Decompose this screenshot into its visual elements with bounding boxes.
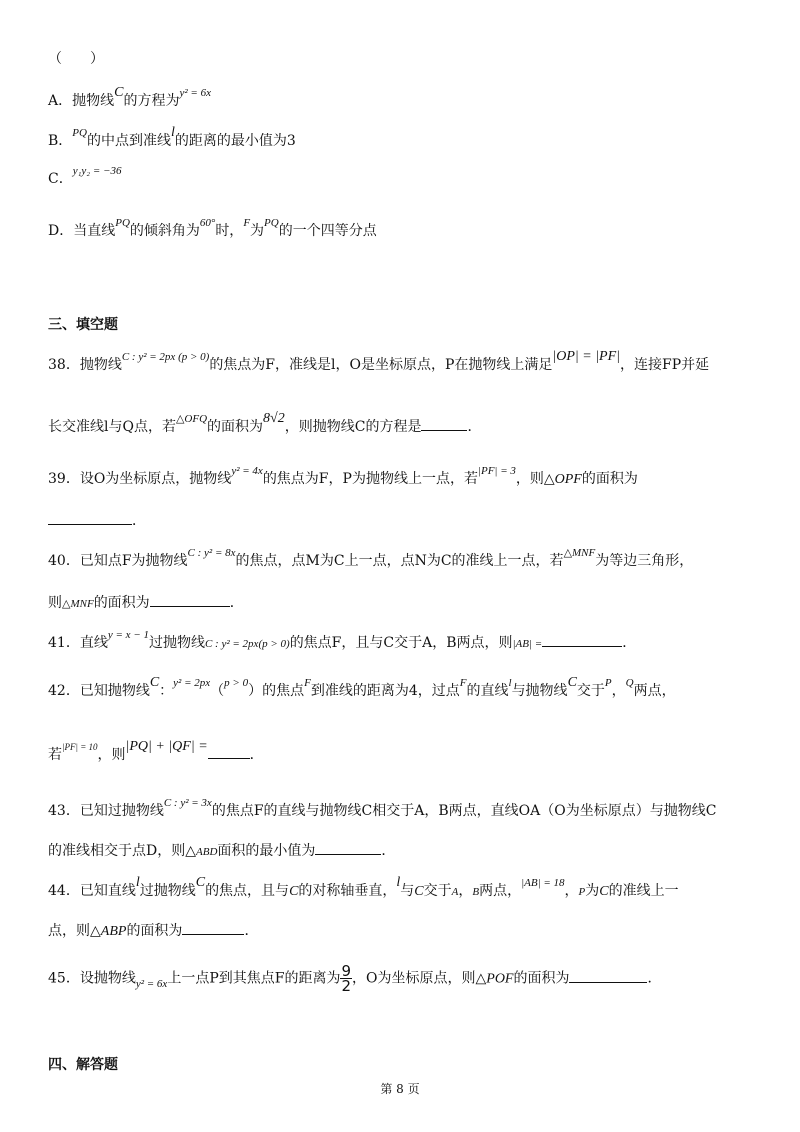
q40-line-2: 则△MNF的面积为 ．	[48, 595, 244, 611]
q42-answer-blank[interactable]	[208, 746, 250, 759]
section-4-heading: 四、解答题	[48, 1057, 118, 1073]
q42-line-1: 42．已知抛物线C：$^{y^2 = 2px}$（$^{p > 0}$）的焦点$^F$到准线的距离为4，过点$^F$的直线$^l$与抛物线C交于$^P$，$^Q$两点，	[48, 675, 676, 699]
page-number: 第 8 页	[380, 1082, 420, 1096]
q41-line-1: 41．直线$^{y = x - 1}$过抛物线C : y² = 2px(p > 0)的焦点F，且与C交于A，B两点，则|AB| = ．	[48, 629, 637, 651]
q41-answer-blank[interactable]	[542, 634, 622, 647]
q45-line-1: 45．设抛物线$_{y^2 = 6x}$上一点P到其焦点F的距离为 $\frac{9}{2}$ ，O为坐标原点，则△POF的面积为 ．	[48, 962, 662, 995]
q44-line-1: 44．已知直线l过抛物线C的焦点，且与C的对称轴垂直，l与C交于A，B两点，$^{|AB| = 18}$，P为C的准线上一	[48, 875, 679, 899]
q38-line-1: 38．抛物线$^{C : y^2 = 2px (p > 0)}$的焦点为F，准线是l，O是坐标原点，P在抛物线上满足|OP| = |PF|，连接FP并延	[48, 349, 710, 373]
q37-option-a: A．抛物线C的方程为$^{y^2 = 6x}$	[48, 85, 211, 109]
q40-line-1: 40．已知点F为抛物线$^{C : y^2 = 8x}$的焦点，点M为C上一点，点N为C的准线上一点，若$^{\triangle MNF}$为等边三角形，	[48, 547, 694, 569]
q43-answer-blank[interactable]	[315, 842, 381, 855]
q43-line-1: 43．已知过抛物线$^{C : y^2 = 3x}$的焦点F的直线与抛物线C相交于A，B两点，直线OA（O为坐标原点）与抛物线C	[48, 797, 717, 819]
q44-answer-blank[interactable]	[182, 922, 244, 935]
q37-paren: （ ）	[48, 51, 104, 67]
q42-line-2: 若$^{|PF| = 10}$，则|PQ| + |QF| =．	[48, 739, 264, 763]
q38-answer-blank[interactable]	[421, 418, 467, 431]
q39-line-2: ．	[48, 512, 146, 530]
q39-answer-blank[interactable]	[48, 512, 132, 525]
q40-answer-blank[interactable]	[150, 594, 230, 607]
q39-line-1: 39．设O为坐标原点，抛物线$^{y^2 = 4x}$的焦点为F，P为抛物线上一点，若$^{|PF| = 3}$，则△OPF的面积为	[48, 465, 638, 487]
section-3-heading: 三、填空题	[48, 317, 118, 333]
q37-option-b: B．$^{PQ}$的中点到准线l的距离的最小值为3	[48, 125, 296, 149]
q45-fraction: $\frac{9}{2}$	[341, 962, 352, 995]
q43-line-2: 的准线相交于点D，则△ABD面积的最小值为 ．	[48, 843, 396, 859]
q37-option-d: D．当直线$^{PQ}$的倾斜角为$^{60^\circ}$时，$^F$为$^{PQ}$的一个四等分点	[48, 217, 377, 239]
q38-line-2: 长交准线l与Q点，若$^{\triangle OFQ}$的面积为8√2，则抛物线C的方程是 ．	[48, 411, 482, 435]
q44-line-2: 点，则△ABP的面积为 ．	[48, 923, 259, 939]
q45-answer-blank[interactable]	[569, 970, 647, 983]
q37-option-c: C．$^{y_1y_2 = -36}$	[48, 165, 122, 187]
